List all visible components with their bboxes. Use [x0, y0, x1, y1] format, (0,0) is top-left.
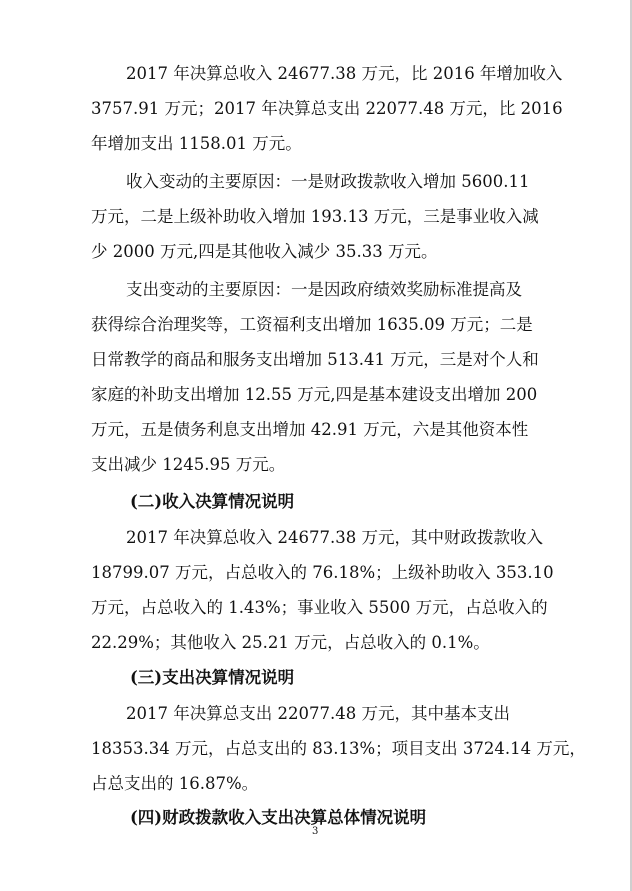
text-line: 2017 年决算总支出 22077.48 万元，其中基本支出 [126, 704, 510, 723]
section-heading: (四)财政拨款收入支出决算总体情况说明 [130, 808, 427, 827]
text-line: 22.29%；其他收入 25.21 万元，占总收入的 0.1%。 [91, 633, 490, 652]
page-number: 3 [312, 826, 319, 837]
section-heading: (三)支出决算情况说明 [130, 668, 295, 687]
text-line: 2017 年决算总收入 24677.38 万元，其中财政拨款收入 [126, 528, 543, 547]
text-line: 万元，二是上级补助收入增加 193.13 万元，三是事业收入减 [91, 207, 539, 226]
text-line: 年增加支出 1158.01 万元。 [91, 134, 302, 153]
text-line: 2017 年决算总收入 24677.38 万元，比 2016 年增加收入 [126, 64, 563, 83]
text-line: 支出变动的主要原因：一是因政府绩效奖励标准提高及 [126, 280, 522, 299]
text-line: 获得综合治理奖等，工资福利支出增加 1635.09 万元；二是 [91, 315, 533, 334]
text-line: 收入变动的主要原因：一是财政拨款收入增加 5600.11 [126, 172, 530, 191]
text-line: 18353.34 万元，占总支出的 83.13%；项目支出 3724.14 万元， [91, 739, 586, 758]
section-heading: (二)收入决算情况说明 [130, 492, 295, 511]
text-line: 日常教学的商品和服务支出增加 513.41 万元，三是对个人和 [91, 350, 539, 369]
text-line: 万元，占总收入的 1.43%；事业收入 5500 万元，占总收入的 [91, 598, 548, 617]
text-line: 18799.07 万元，占总收入的 76.18%；上级补助收入 353.10 [91, 563, 554, 582]
text-line: 占总支出的 16.87%。 [91, 774, 259, 793]
text-line: 少 2000 万元,四是其他收入减少 35.33 万元。 [91, 242, 438, 261]
text-line: 家庭的补助支出增加 12.55 万元,四是基本建设支出增加 200 [91, 385, 538, 404]
text-line: 3757.91 万元；2017 年决算总支出 22077.48 万元，比 2016 [91, 99, 563, 118]
text-line: 万元，五是债务利息支出增加 42.91 万元，六是其他资本性 [91, 420, 529, 439]
text-line: 支出减少 1245.95 万元。 [91, 455, 286, 474]
